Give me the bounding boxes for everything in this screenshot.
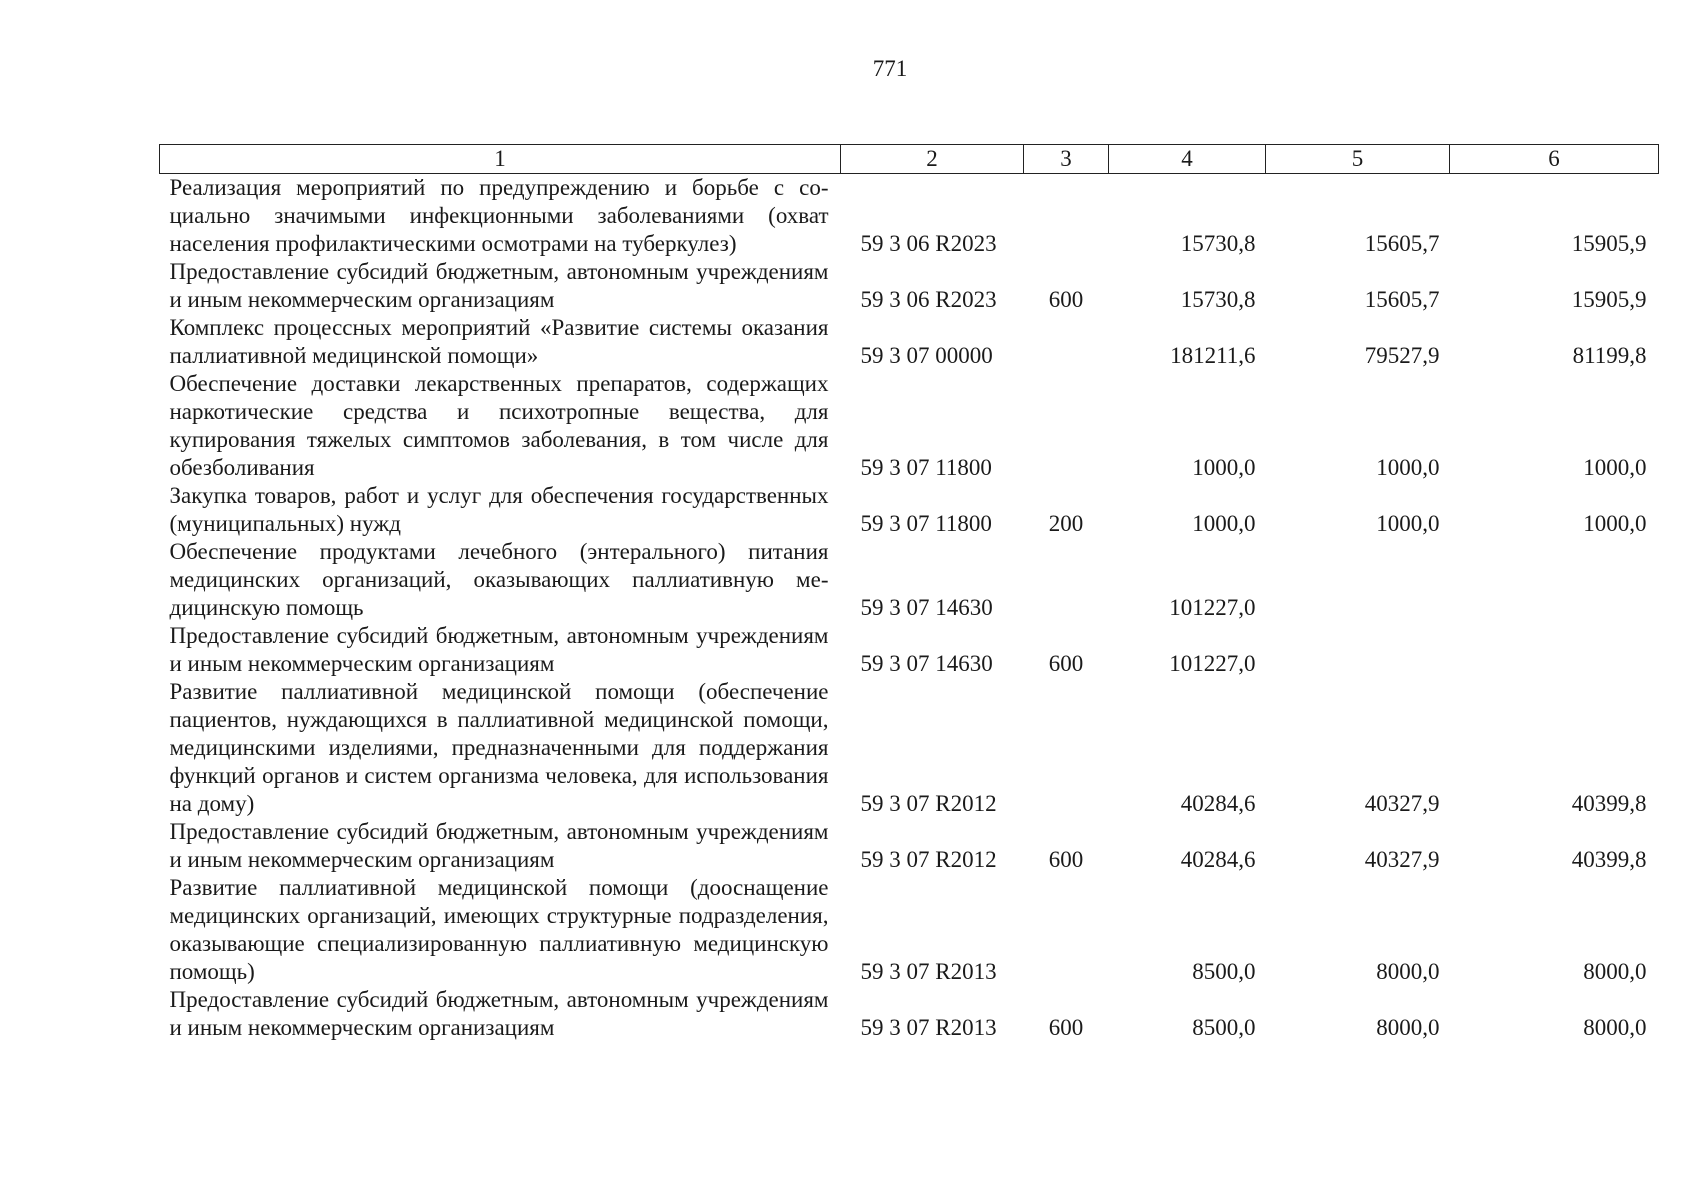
column-header-3: 3: [1024, 145, 1109, 174]
row-value-col6: 8000,0: [1583, 959, 1647, 984]
row-description: Развитие паллиативной медицинской помощи (дооснащение медицинских организаций, имеющих структурные подразделения, оказывающие специализированную паллиативную медицинскую помощь): [169, 875, 829, 984]
row-description: Предоставление субсидий бюджетным, автономным учреждениям и иным некоммерческим организациям: [169, 259, 829, 312]
row-expense-type: [1024, 538, 1109, 622]
row-value-col5: [1266, 538, 1450, 622]
row-value-col6: 40399,8: [1571, 791, 1647, 816]
row-code: 59 3 07 R2012: [860, 791, 997, 816]
row-value-col4: 181211,6: [1170, 343, 1256, 368]
row-description: Обеспечение продуктами лечебного (энтерального) питания медицинских организаций, оказывающих паллиативную медицинскую помощь: [169, 539, 829, 620]
row-value-col5: 8000,0: [1376, 1015, 1440, 1040]
table-row: [160, 818, 1659, 874]
row-value-col6: 1000,0: [1583, 511, 1647, 536]
row-value-col6: 15905,9: [1571, 231, 1647, 256]
column-header-5: 5: [1266, 145, 1450, 174]
row-value-col5: 15605,7: [1364, 287, 1440, 312]
row-description: Предоставление субсидий бюджетным, автономным учреждениям и иным некоммерческим организациям: [169, 623, 829, 676]
row-code: 59 3 06 R2023: [860, 287, 997, 312]
row-value-col5: [1266, 622, 1450, 678]
row-code: 59 3 07 00000: [860, 343, 993, 368]
row-value-col6: 1000,0: [1583, 455, 1647, 480]
column-header-2: 2: [841, 145, 1024, 174]
row-expense-type: [1024, 314, 1109, 370]
row-value-col4: 15730,8: [1180, 231, 1256, 256]
row-value-col4: 101227,0: [1169, 651, 1256, 676]
row-expense-type: 600: [1048, 651, 1084, 676]
row-value-col6: [1450, 538, 1659, 622]
row-expense-type: [1024, 678, 1109, 818]
row-value-col6: 81199,8: [1572, 343, 1647, 368]
row-value-col5: 8000,0: [1376, 959, 1440, 984]
row-value-col5: 79527,9: [1364, 343, 1440, 368]
row-value-col5: 40327,9: [1364, 791, 1440, 816]
table-row: [160, 174, 1659, 259]
row-value-col6: 40399,8: [1571, 847, 1647, 872]
row-description: Закупка товаров, работ и услуг для обеспечения государственных (муниципальных) нужд: [169, 483, 829, 536]
table-row: [160, 258, 1659, 314]
row-value-col6: [1450, 622, 1659, 678]
row-code: 59 3 07 R2013: [860, 1015, 997, 1040]
row-value-col5: 40327,9: [1364, 847, 1440, 872]
row-code: 59 3 07 11800: [860, 455, 992, 480]
row-code: 59 3 07 11800: [860, 511, 992, 536]
row-value-col4: 1000,0: [1192, 455, 1256, 480]
row-expense-type: 600: [1048, 847, 1084, 872]
column-header-1: 1: [160, 145, 841, 174]
row-expense-type: [1024, 370, 1109, 482]
row-value-col6: 8000,0: [1583, 1015, 1647, 1040]
table-row: [160, 370, 1659, 482]
table-row: [160, 622, 1659, 678]
row-value-col6: 15905,9: [1571, 287, 1647, 312]
row-code: 59 3 07 R2012: [860, 847, 997, 872]
row-value-col4: 40284,6: [1180, 791, 1256, 816]
row-value-col5: 15605,7: [1364, 231, 1440, 256]
row-description: Комплекс процессных мероприятий «Развитие системы оказания паллиативной медицинской помощи»: [169, 315, 829, 368]
row-description: Развитие паллиативной медицинской помощи (обеспечение пациентов, нуждающихся в паллиативной медицинской помощи, медицинскими изделиями, предназначенными для поддержания функций органов и систем организма человека, для использования на дому): [169, 679, 829, 816]
table-row: [160, 678, 1659, 818]
row-value-col4: 8500,0: [1192, 1015, 1256, 1040]
row-expense-type: 200: [1048, 511, 1084, 536]
row-code: 59 3 06 R2023: [860, 231, 997, 256]
row-description: Реализация мероприятий по предупреждению и борьбе с социально значимыми инфекционными заболеваниями (охват населения профилактическими осмотрами на туберкулез): [169, 175, 829, 256]
row-value-col5: 1000,0: [1376, 455, 1440, 480]
row-value-col5: 1000,0: [1376, 511, 1440, 536]
row-value-col4: 15730,8: [1180, 287, 1256, 312]
row-expense-type: 600: [1048, 287, 1084, 312]
table-row: [160, 986, 1659, 1042]
row-code: 59 3 07 14630: [860, 651, 993, 676]
table-header: [160, 145, 1659, 174]
row-description: Предоставление субсидий бюджетным, автономным учреждениям и иным некоммерческим организациям: [169, 987, 829, 1040]
row-value-col4: 8500,0: [1192, 959, 1256, 984]
row-value-col4: 1000,0: [1192, 511, 1256, 536]
row-expense-type: [1024, 874, 1109, 986]
column-header-4: 4: [1109, 145, 1266, 174]
row-expense-type: [1024, 174, 1109, 259]
row-code: 59 3 07 R2013: [860, 959, 997, 984]
table-body: [160, 174, 1659, 1043]
row-description: Предоставление субсидий бюджетным, автономным учреждениям и иным некоммерческим организациям: [169, 819, 829, 872]
column-header-6: 6: [1450, 145, 1659, 174]
row-value-col4: 40284,6: [1180, 847, 1256, 872]
header-row: [160, 145, 1659, 174]
table-row: [160, 874, 1659, 986]
page-number: 771: [872, 56, 908, 81]
row-expense-type: 600: [1048, 1015, 1084, 1040]
table-row: [160, 314, 1659, 370]
table-row: [160, 482, 1659, 538]
row-value-col4: 101227,0: [1169, 595, 1256, 620]
row-code: 59 3 07 14630: [860, 595, 993, 620]
row-description: Обеспечение доставки лекарственных препаратов, содержащих наркотические средства и психотропные вещества, для купирования тяжелых симптомов заболевания, в том числе для обезболивания: [169, 371, 829, 480]
table-row: [160, 538, 1659, 622]
budget-table: [159, 144, 1659, 1042]
